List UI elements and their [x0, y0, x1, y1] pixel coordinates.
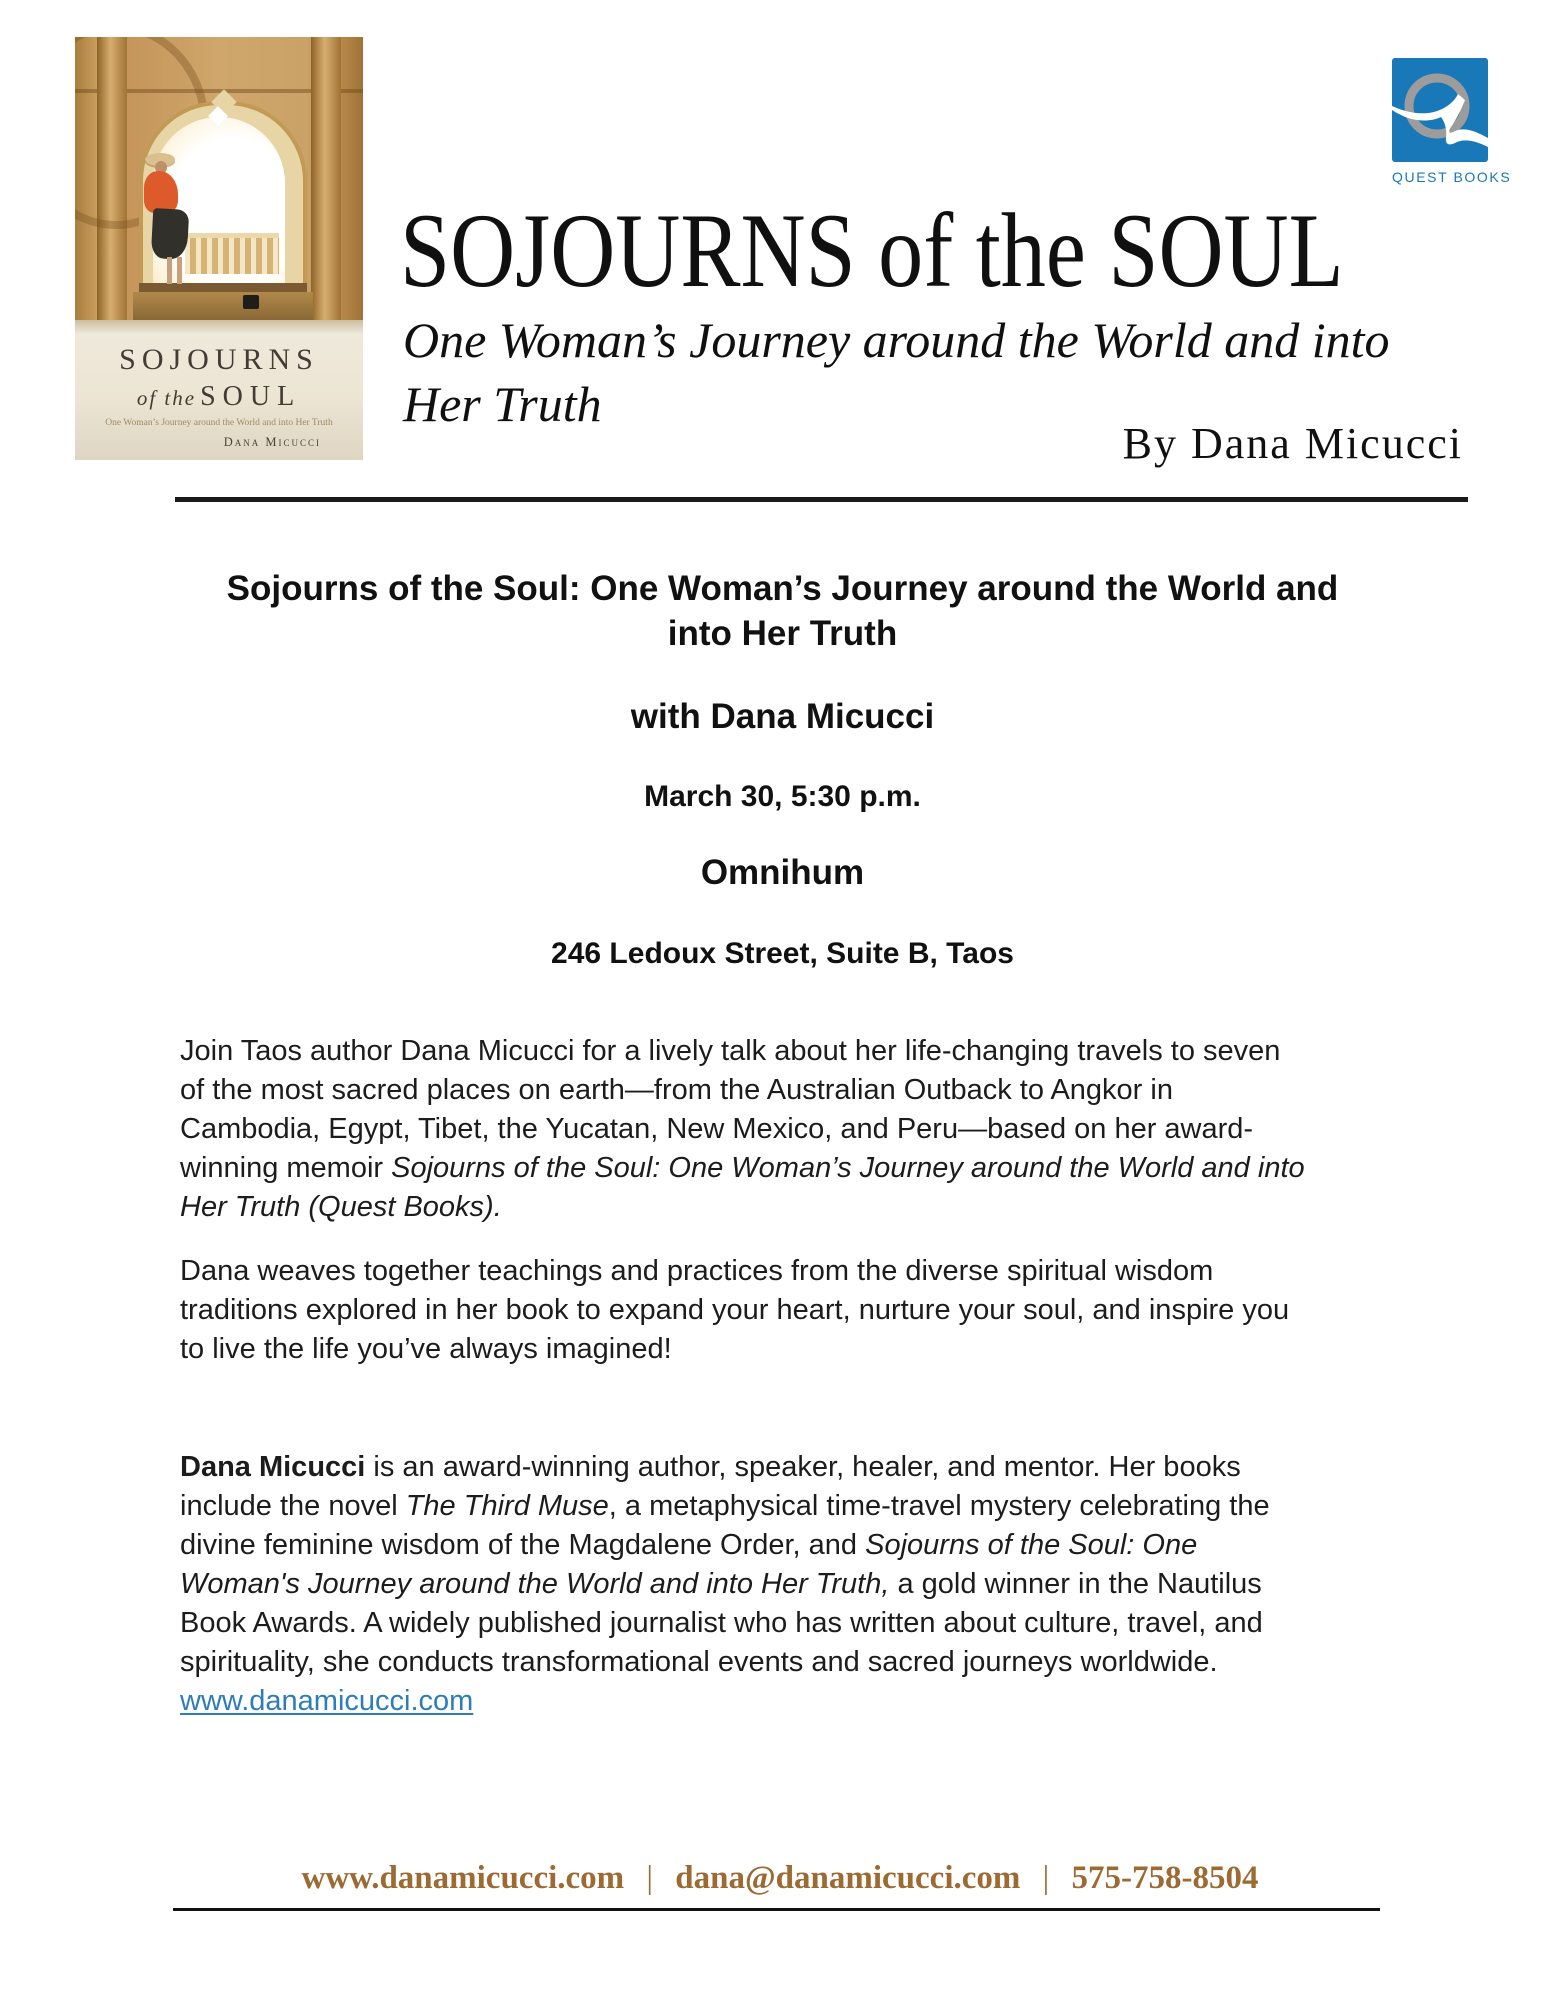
- body-paragraph-2: [180, 1252, 1460, 1369]
- footer-phone: 575-758-8504: [1071, 1860, 1259, 1896]
- italic-text-run: Sojourns of the Soul: One: [865, 1529, 1198, 1561]
- cover-dark-object: [243, 295, 259, 309]
- footer-separator: |: [1042, 1860, 1050, 1896]
- cover-title-line2: [75, 381, 363, 413]
- text-run: of the most sacred places on earth—from the Australian Outback to Angkor in: [180, 1074, 1173, 1106]
- footer-rule: [173, 1908, 1380, 1911]
- cover-arch-sill: [139, 283, 307, 292]
- website-link[interactable]: www.danamicucci.com: [180, 1685, 474, 1717]
- quest-books-logo: [1392, 58, 1522, 185]
- footer-separator: |: [646, 1860, 654, 1896]
- text-run: Dana weaves together teachings and practices from the diverse spiritual wisdom: [180, 1255, 1214, 1287]
- italic-text-run: Woman's Journey around the World and into Her Truth,: [180, 1568, 890, 1600]
- body-paragraph-1: [180, 1032, 1460, 1227]
- cover-sill-base: [133, 292, 313, 320]
- byline: By Dana Micucci: [1122, 419, 1463, 468]
- italic-text-run: The Third Muse: [405, 1490, 609, 1522]
- event-presenter: with Dana Micucci: [630, 697, 935, 736]
- book-cover-image: [75, 37, 363, 460]
- footer-email: dana@danamicucci.com: [675, 1860, 1021, 1896]
- event-address: 246 Ledoux Street, Suite B, Taos: [551, 937, 1014, 970]
- text-run: Cambodia, Egypt, Tibet, the Yucatan, New Mexico, and Peru—based on her award-: [180, 1113, 1254, 1145]
- page-subtitle: One Woman’s Journey around the World and into Her Truth: [403, 312, 1390, 432]
- event-datetime: March 30, 5:30 p.m.: [644, 780, 921, 813]
- event-heading: Sojourns of the Soul: One Woman’s Journey around the World and into Her Truth: [226, 569, 1339, 653]
- text-run: divine feminine wisdom of the Magdalene Order, and: [180, 1529, 866, 1561]
- bold-text-run: Dana Micucci: [180, 1451, 366, 1483]
- italic-text-run: Her Truth (Quest Books).: [180, 1191, 502, 1223]
- text-run: include the novel: [180, 1490, 406, 1522]
- cover-balcony-railing: [185, 233, 279, 274]
- footer-website: www.danamicucci.com: [301, 1860, 625, 1896]
- cover-author: Dana Micucci: [223, 435, 321, 449]
- text-run: winning memoir: [180, 1152, 392, 1184]
- cover-figure-legs: [167, 257, 172, 284]
- text-run: , a metaphysical time-travel mystery celebrating the: [608, 1490, 1270, 1522]
- cover-title-soul: SOUL: [200, 381, 302, 412]
- cover-figure-blouse: [144, 171, 178, 213]
- header-rule: [175, 497, 1468, 502]
- text-run: to live the life you’ve always imagined!: [180, 1333, 672, 1365]
- page-title: SOJOURNS of the SOUL: [400, 192, 1344, 309]
- cover-right-pillar: [311, 37, 341, 320]
- q-logo-icon: [1392, 58, 1488, 162]
- bio-paragraph: [180, 1448, 1460, 1721]
- cover-photo: [75, 37, 363, 320]
- text-run: Book Awards. A widely published journalist who has written about culture, travel, and: [180, 1607, 1263, 1639]
- text-run: Join Taos author Dana Micucci for a lively talk about her life-changing travels to seven: [180, 1035, 1281, 1067]
- footer-contact: [175, 1860, 1385, 1897]
- text-run: a gold winner in the Nautilus: [889, 1568, 1262, 1600]
- text-run: is an award-winning author, speaker, healer, and mentor. Her books: [365, 1451, 1241, 1483]
- quest-books-label: QUEST BOOKS: [1392, 169, 1512, 185]
- cover-subtitle: One Woman’s Journey around the World and into Her Truth: [105, 418, 333, 428]
- event-venue: Omnihum: [700, 853, 865, 892]
- text-run: traditions explored in her book to expand your heart, nurture your soul, and inspire you: [180, 1294, 1290, 1326]
- italic-text-run: Sojourns of the Soul: One Woman’s Journey around the World and into: [391, 1152, 1305, 1184]
- cover-title: SOJOURNS: [119, 343, 319, 376]
- cover-title-ofthe: of the: [136, 386, 197, 410]
- text-run: spirituality, she conducts transformational events and sacred journeys worldwide.: [180, 1646, 1218, 1678]
